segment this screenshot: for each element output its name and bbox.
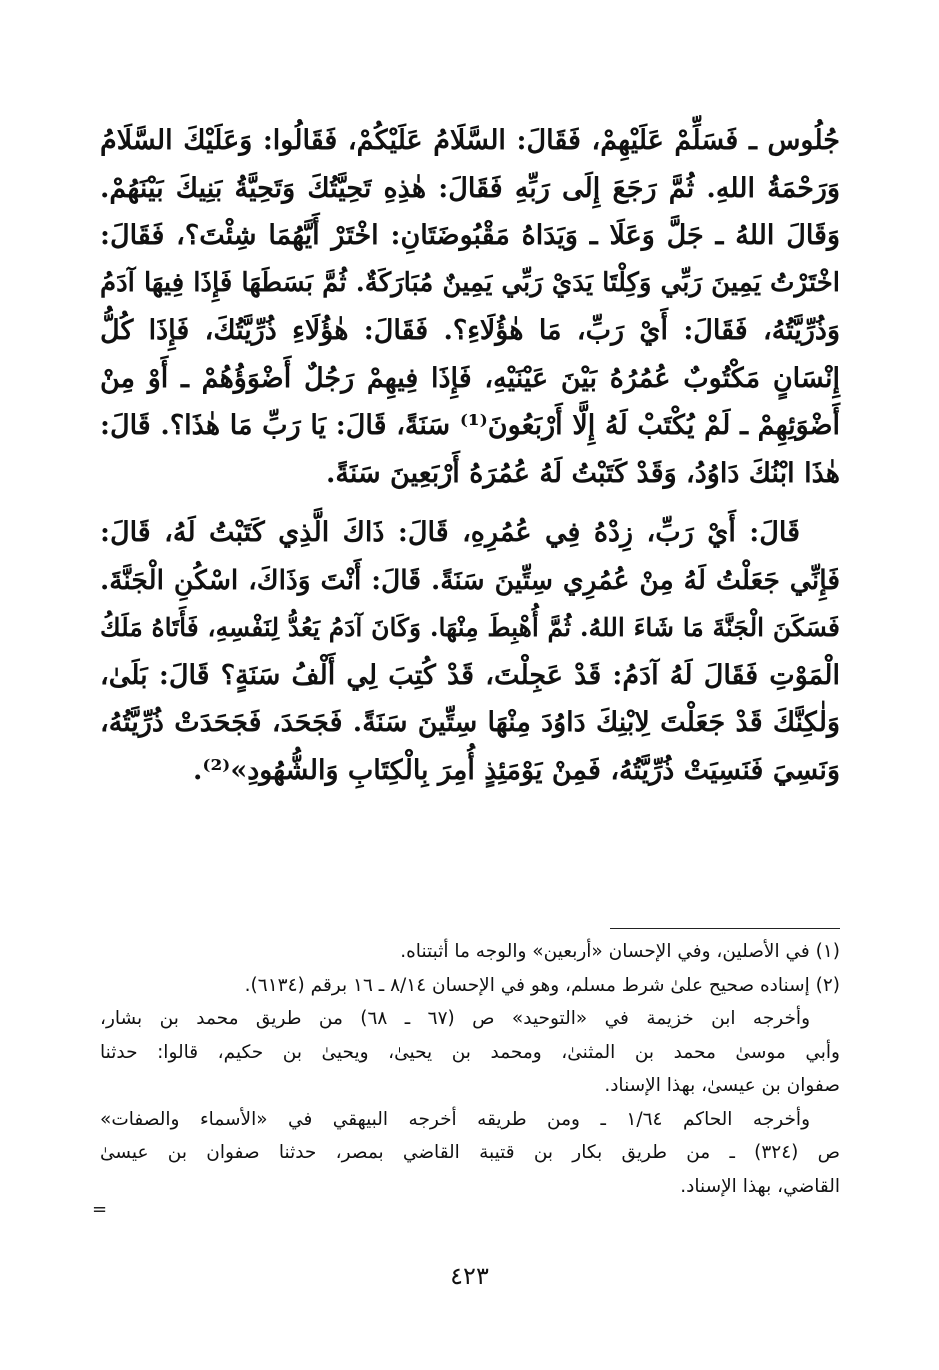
footnote-line: وأبي موسىٰ محمد بن المثنىٰ، ومحمد بن يحيىٰ، ويحيىٰ بن حكيم، قالوا: حدثنا	[100, 1041, 840, 1063]
footnote-line: (١) في الأصلين، وفي الإحسان «أربعين» والوجه ما أثبتناه.	[400, 941, 840, 962]
footnote-2-continuation-a	[100, 1002, 840, 1103]
footnote-continuation-mark: =	[92, 1199, 108, 1220]
text-line: هٰذَا ابْنُكَ دَاوُدُ، وَقَدْ كَتَبْتُ لَهُ عُمُرَهُ أَرْبَعِينَ سَنَةً.	[325, 457, 840, 489]
text-line: وَنَسِيَ فَنَسِيَتْ ذُرِّيَّتُهُ، فَمِنْ يَوْمَئِذٍ أُمِرَ بِالْكِتَابِ وَالشُّهُودِ»⁽²⁾.	[193, 754, 840, 786]
text-line: وَلٰكِنَّكَ قَدْ جَعَلْتَ لِابْنِكَ دَاوُدَ مِنْهَا سِتِّينَ سَنَةً. فَجَحَدَ، فَجَحَدَتْ ذُرِّيَّتُهُ،	[100, 707, 840, 738]
main-text	[100, 117, 840, 794]
footnote-divider	[610, 928, 840, 929]
text-line: فَسَكَنَ الْجَنَّةَ مَا شَاءَ اللهُ. ثُمَّ أُهْبِطَ مِنْهَا. وَكَانَ آدَمُ يَعُدُّ لِنَفْسِهِ، فَأَتَاهُ مَلَكُ	[100, 613, 840, 642]
text-line: وَرَحْمَةُ اللهِ. ثُمَّ رَجَعَ إِلَى رَبِّهِ فَقَالَ: هٰذِهِ تَحِيَّتُكَ وَتَحِيَّةُ بَنِيكَ بَيْنَهُمْ.	[100, 172, 840, 204]
text-line: وَذُرِّيَّتُهُ، فَقَالَ: أَيْ رَبِّ، مَا هٰؤُلَاءِ؟. فَقَالَ: هٰؤُلَاءِ ذُرِّيَّتُكَ، فَإِذَا كُلُّ	[100, 315, 840, 346]
footnotes	[100, 935, 840, 1203]
text-line: الْمَوْتِ فَقَالَ لَهُ آدَمُ: قَدْ عَجِلْتَ، قَدْ كُتِبَ لِي أَلْفُ سَنَةٍ؟ قَالَ: بَلَىٰ،	[100, 659, 840, 691]
text-line: فَإِنِّي جَعَلْتُ لَهُ مِنْ عُمُرِي سِتِّينَ سَنَةً. قَالَ: أَنْتَ وَذَاكَ، اسْكُنِ الْجَنَّةَ.	[100, 564, 840, 596]
text-line: اخْتَرْتُ يَمِينَ رَبِّي وَكِلْتَا يَدَيْ رَبِّي يَمِينٌ مُبَارَكَةٌ. ثُمَّ بَسَطَهَا فَإِذَا فِيهَا آدَمُ	[100, 267, 840, 298]
text-line: وَقَالَ اللهُ ـ جَلَّ وَعَلَا ـ وَيَدَاهُ مَقْبُوضَتَانِ: اخْتَرْ أَيَّهُمَا شِئْتَ؟، فَقَالَ:	[100, 220, 840, 251]
text-line: قَالَ: أَيْ رَبِّ، زِدْهُ فِي عُمُرِهِ، قَالَ: ذَاكَ الَّذِي كَتَبْتُ لَهُ، قَالَ:	[100, 517, 800, 548]
text-line: إِنْسَانٍ مَكْتُوبٌ عُمُرُهُ بَيْنَ عَيْنَيْهِ، فَإِذَا فِيهِمْ رَجُلٌ أَضْوَؤُهُمْ ـ أَوْ مِنْ	[100, 362, 840, 394]
footnote-line: (٢) إسناده صحيح علىٰ شرط مسلم، وهو في الإحسان ٨/١٤ ـ ١٦ برقم (٦١٣٤).	[244, 974, 840, 996]
paragraph-1	[100, 117, 840, 497]
footnote-2	[100, 969, 840, 1003]
footnote-2-continuation-b	[100, 1103, 840, 1204]
text-line: جُلُوس ـ فَسَلِّمْ عَلَيْهِمْ، فَقَالَ: السَّلَامُ عَلَيْكُمْ، فَقَالُوا: وَعَلَيْكَ السَّلَامُ	[100, 125, 840, 156]
text-line: أَضْوَئِهِمْ ـ لَمْ يُكْتَبْ لَهُ إِلَّا أَرْبَعُونَ⁽¹⁾ سَنَةً، قَالَ: يَا رَبِّ مَا هٰذَا؟. قَالَ:	[100, 410, 840, 441]
footnote-line: وأخرجه ابن خزيمة في «التوحيد» ص (٦٧ ـ ٦٨) من طريق محمد بن بشار،	[100, 1008, 811, 1029]
footnote-line: القاضي، بهذا الإسناد.	[680, 1175, 840, 1197]
paragraph-gap	[100, 497, 840, 509]
footnote-1	[100, 935, 840, 969]
paragraph-2	[100, 509, 840, 794]
page-number: ٤٢٣	[450, 1262, 489, 1290]
footnote-line: ص (٣٢٤) ـ من طريق بكار بن قتيبة القاضي بمصر، حدثنا صفوان بن عيسىٰ	[100, 1142, 840, 1163]
footnote-line: وأخرجه الحاكم ١/٦٤ ـ ومن طريقه أخرجه البيهقي في «الأسماء والصفات»	[100, 1108, 811, 1130]
footnote-line: صفوان بن عيسىٰ، بهذا الإسناد.	[604, 1075, 840, 1096]
